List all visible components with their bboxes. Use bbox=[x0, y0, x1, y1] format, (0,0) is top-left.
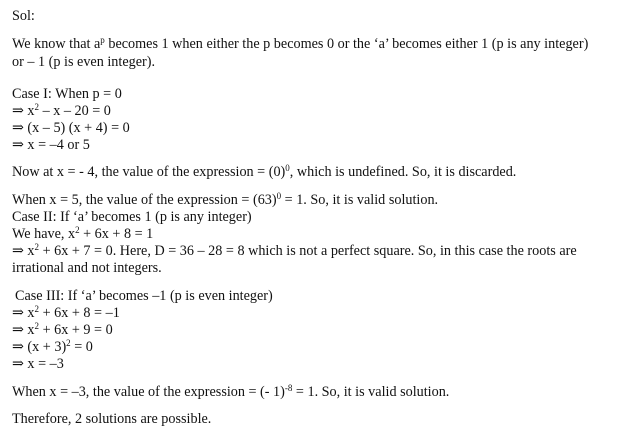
conclusion: Therefore, 2 solutions are possible. bbox=[12, 411, 212, 427]
case1-step-2: ⇒ (x – 5) (x + 4) = 0 bbox=[12, 120, 130, 136]
discard-line: Now at x = - 4, the value of the expression = $(0)^0$, which is undefined. So, it is discarded. bbox=[12, 163, 517, 180]
case2-step-1: We have, $x^2 + 6x + 8 = 1$ bbox=[12, 225, 154, 242]
case3-step-2: ⇒ $x^2 + 6x + 9 = 0$ bbox=[12, 321, 113, 338]
case2-step-3: irrational and not integers. bbox=[12, 260, 162, 276]
case1-step-1: ⇒ $x^2 - x - 20 = 0$ bbox=[12, 102, 111, 119]
sol-label: Sol: bbox=[12, 8, 35, 24]
case1-title: Case I: When p = 0 bbox=[12, 86, 122, 102]
case3-step-4: ⇒ x = –3 bbox=[12, 356, 64, 372]
valid-x-neg3-line: When x = –3, the value of the expression = (- 1)$^{-8}$ = 1. So, it is valid solution. bbox=[12, 383, 450, 400]
case3-step-3: ⇒ $(x + 3)^2 = 0$ bbox=[12, 338, 93, 355]
case1-step-3: ⇒ x = –4 or 5 bbox=[12, 137, 90, 153]
intro-line-2: or – 1 (p is even integer). bbox=[12, 54, 156, 70]
valid-x5-line: When x = 5, the value of the expression = $(63)^0 = 1$. So, it is valid solution. bbox=[12, 191, 439, 208]
case3-title: Case III: If ‘a’ becomes –1 (p is even integer) bbox=[15, 288, 273, 304]
case2-step-2: ⇒ $x^2 + 6x + 7 = 0$. Here, D = 36 – 28 = 8 which is not a perfect square. So, in this case the roots are bbox=[12, 242, 577, 259]
intro-line-1: We know that $a^p$ becomes 1 when either the p becomes 0 or the ‘a’ becomes either 1 (p is any integer) bbox=[12, 35, 589, 52]
case3-step-1: ⇒ $x^2 + 6x + 8 = -1$ bbox=[12, 304, 120, 321]
case2-title: Case II: If ‘a’ becomes 1 (p is any integer) bbox=[12, 209, 252, 225]
